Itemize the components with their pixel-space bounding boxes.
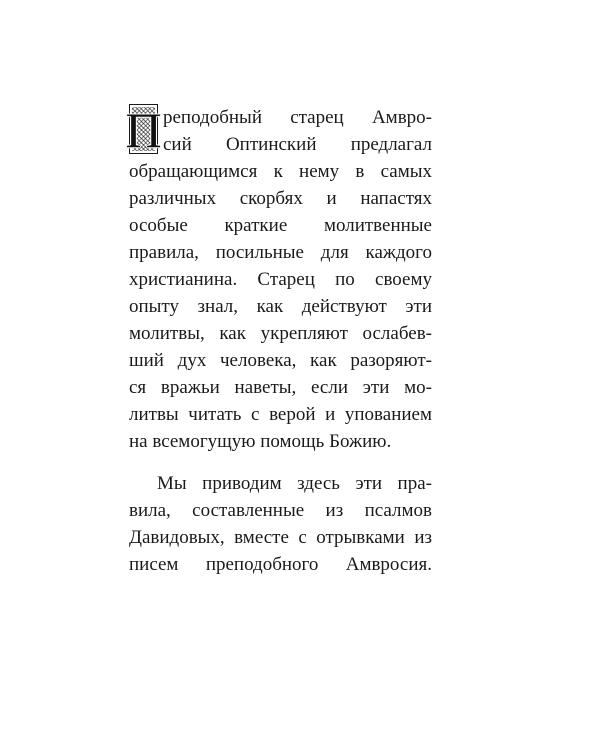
drop-cap-letter: П (125, 102, 162, 158)
paragraph-1-line: особые краткие молитвенные (129, 215, 432, 236)
drop-cap-ornament (125, 102, 162, 158)
paragraph-1-line: опыту знал, как действуют эти (129, 296, 432, 317)
paragraph-2-line: писем преподобного Амвросия. (129, 554, 432, 575)
paragraph-2-line: вила, составленные из псалмов (129, 500, 432, 521)
paragraph-1-line: на всемогущую помощь Божию. (129, 431, 392, 452)
drop-cap (125, 102, 162, 158)
paragraph-1-line: реподобный старец Амвро- (163, 107, 432, 128)
paragraph-1-line: литвы читать с верой и упованием (129, 404, 432, 425)
paragraph-2-line: Мы приводим здесь эти пра- (157, 473, 432, 494)
paragraph-1-line: различных скорбях и напастях (129, 188, 432, 209)
paragraph-1-line: молитвы, как укрепляют ослабев- (129, 323, 432, 344)
paragraph-1-line: ся вражьи наветы, если эти мо- (129, 377, 432, 398)
paragraph-1-line: правила, посильные для каждого (129, 242, 432, 263)
paragraph-1-line: ший дух человека, как разоряют- (129, 350, 432, 371)
paragraph-1-line: сий Оптинский предлагал (163, 134, 432, 155)
paragraph-1-line: христианина. Старец по своему (129, 269, 432, 290)
paragraph-1-line: обращающимся к нему в самых (129, 161, 432, 182)
paragraph-2-line: Давидовых, вместе с отрывками из (129, 527, 432, 548)
